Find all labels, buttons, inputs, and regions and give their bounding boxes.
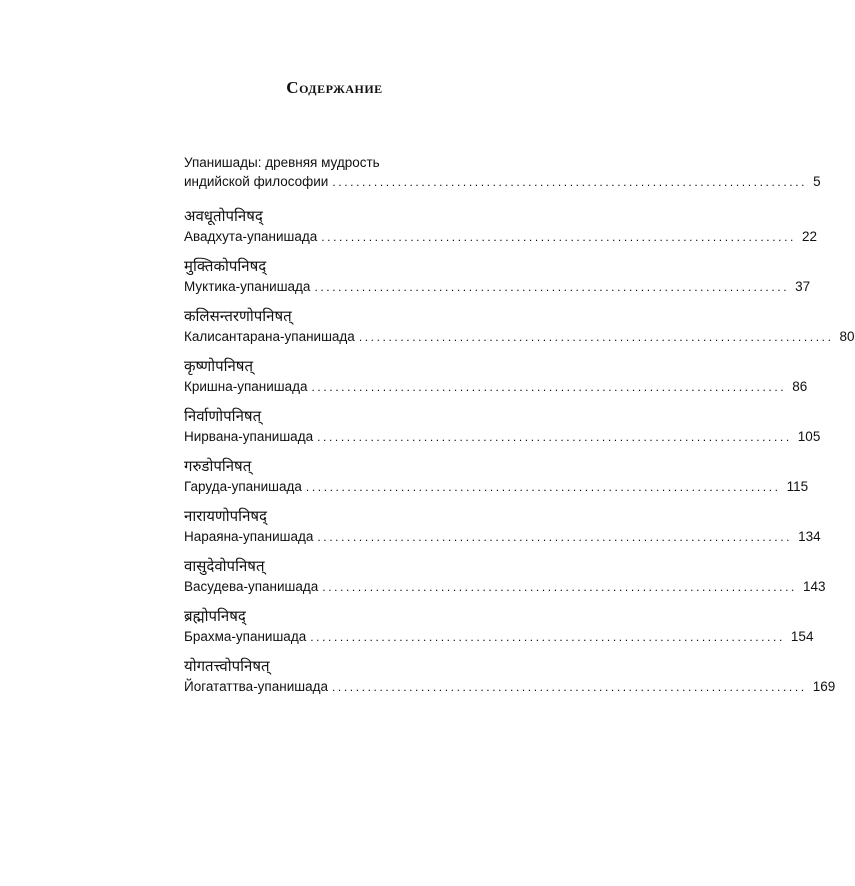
dot-leader: ................................................................................ xyxy=(331,680,807,694)
toc-entry-sanskrit-title: कलिसन्तरणोपनिषत् xyxy=(184,307,292,325)
dot-leader: ................................................................................ xyxy=(314,280,790,294)
toc-entry-row xyxy=(184,277,811,296)
dot-leader: ................................................................................ xyxy=(305,480,781,494)
page-number: 154 xyxy=(790,629,814,644)
toc-entry-sanskrit-title: गरुडोपनिषत् xyxy=(184,457,252,475)
page-number: 22 xyxy=(801,229,817,244)
dot-leader: ................................................................................ xyxy=(321,230,796,244)
page-number: 169 xyxy=(812,679,836,694)
toc-intro-title-line2: индийской философии xyxy=(184,174,329,189)
toc-entry-russian-title: Гаруда-упанишада xyxy=(184,479,302,494)
toc-entry-sanskrit-title: नारायणोपनिषद् xyxy=(184,507,268,525)
toc-entry xyxy=(184,555,826,605)
toc-entry-russian-title: Нирвана-упанишада xyxy=(184,429,314,444)
toc-entry-row xyxy=(184,527,821,546)
page-number: 80 xyxy=(839,329,855,344)
toc-entry-russian-title: Кришна-упанишада xyxy=(184,379,308,394)
toc-entry-sanskrit-title: निर्वाणोपनिषत् xyxy=(184,407,262,425)
toc-entry-row xyxy=(184,677,836,696)
dot-leader: ................................................................................ xyxy=(317,430,792,444)
toc-entry-row xyxy=(184,477,809,496)
toc-entry-sanskrit-title: वासुदेवोपनिषत् xyxy=(184,557,265,575)
toc-entry-sanskrit-title: ब्रह्मोपनिषद् xyxy=(184,607,246,625)
dot-leader: ................................................................................ xyxy=(358,330,834,344)
toc-entry-russian-title: Брахма-упанишада xyxy=(184,629,307,644)
page-number: 37 xyxy=(795,279,811,294)
toc-entry-sanskrit-title: अवधूतोपनिषद् xyxy=(184,207,263,225)
page-number: 115 xyxy=(786,479,809,494)
toc-intro-entry xyxy=(184,153,821,205)
toc-entry xyxy=(184,455,809,505)
toc-entry-row xyxy=(184,377,808,396)
dot-leader: ................................................................................ xyxy=(317,530,793,544)
toc-entry xyxy=(184,205,817,255)
toc-entry-sanskrit-title: योगतत्त्वोपनिषत् xyxy=(184,657,270,675)
toc-intro-row xyxy=(184,172,821,191)
toc-entry-row xyxy=(184,627,814,646)
toc-entry-row xyxy=(184,327,855,346)
toc-entry xyxy=(184,605,814,655)
toc-entry xyxy=(184,405,821,455)
toc-entry-russian-title: Васудева-упанишада xyxy=(184,579,319,594)
toc-entry xyxy=(184,255,811,305)
toc-entry-row xyxy=(184,427,821,446)
toc-entry xyxy=(184,655,836,705)
toc-intro-title-line1: Упанишады: древняя мудрость xyxy=(184,155,380,170)
toc-entry-russian-title: Нараяна-упанишада xyxy=(184,529,314,544)
toc-entry-sanskrit-title: कृष्णोपनिषत् xyxy=(184,357,254,375)
toc-entry xyxy=(184,305,855,355)
toc-entry xyxy=(184,355,808,405)
page-title: Содержание xyxy=(286,78,383,97)
toc-entry-russian-title: Калисантарана-упанишада xyxy=(184,329,355,344)
page-number: 105 xyxy=(797,429,821,444)
dot-leader: ................................................................................ xyxy=(311,380,787,394)
page-number: 5 xyxy=(813,174,821,189)
page-number: 86 xyxy=(792,379,808,394)
toc-entry-sanskrit-title: मुक्तिकोपनिषद् xyxy=(184,257,267,275)
toc-entry xyxy=(184,505,821,555)
toc-entry-russian-title: Йогататтва-упанишада xyxy=(184,679,328,694)
toc-entry-russian-title: Авадхута-упанишада xyxy=(184,229,318,244)
dot-leader: ................................................................................ xyxy=(322,580,797,594)
toc-entry-russian-title: Муктика-упанишада xyxy=(184,279,311,294)
toc-entry-row xyxy=(184,227,817,246)
dot-leader: ................................................................................ xyxy=(310,630,785,644)
dot-leader: ................................................................................ xyxy=(332,175,808,189)
toc-entry-row xyxy=(184,577,826,596)
page-number: 134 xyxy=(798,529,821,544)
table-of-contents xyxy=(184,153,855,705)
toc-entries xyxy=(184,205,855,705)
page-number: 143 xyxy=(802,579,826,594)
